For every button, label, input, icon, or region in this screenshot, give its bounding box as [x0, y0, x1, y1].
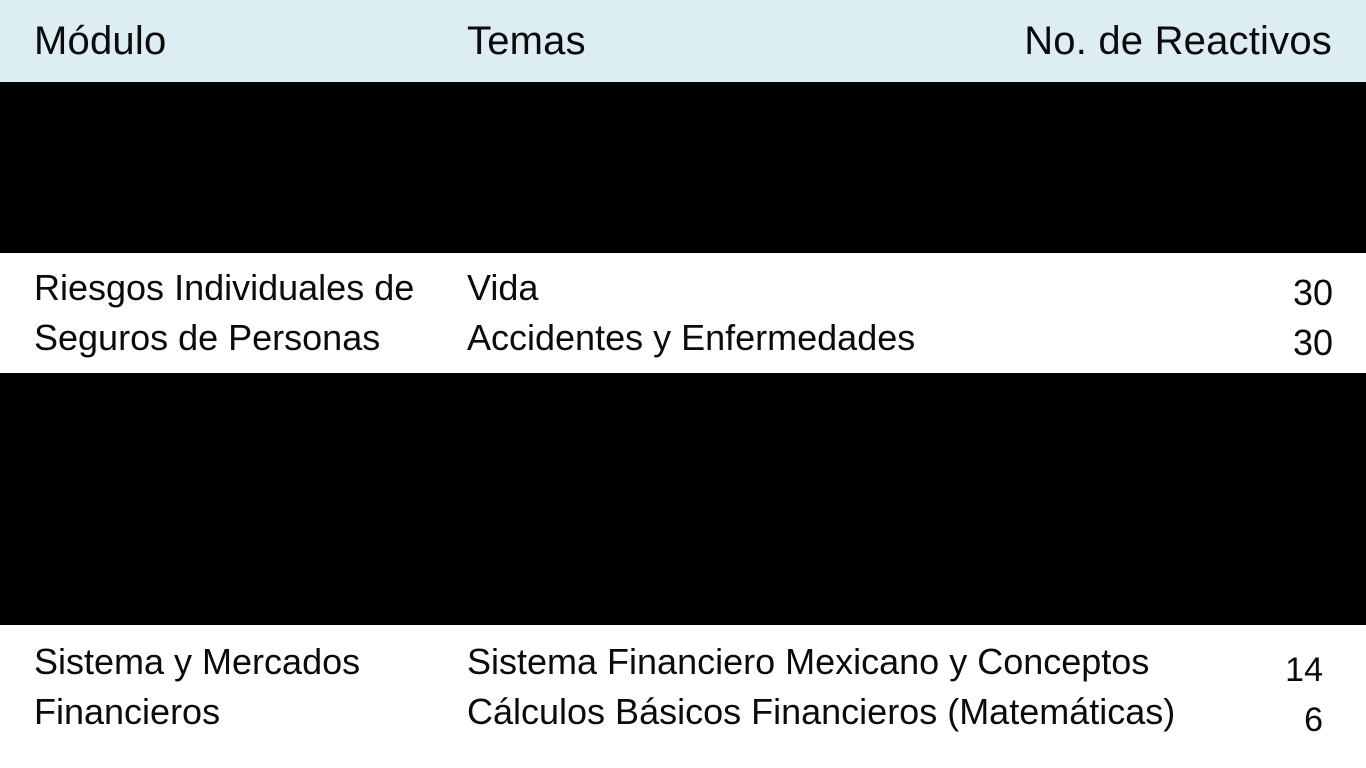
header-cell-temas: Temas [467, 18, 586, 63]
tema-list [467, 263, 1196, 373]
reactivos-count: 30 [1292, 322, 1333, 363]
header-cell-modulo: Módulo [34, 18, 167, 63]
redacted-block-2 [0, 373, 1366, 625]
table-row-riesgos-individuales [0, 253, 1366, 373]
module-name: Riesgos Individuales de Seguros de Personas [34, 267, 415, 358]
reactivos-count: 14 [1285, 651, 1323, 689]
table-header [0, 0, 1366, 82]
table-row-sistema-mercados [0, 625, 1366, 768]
tema-item: Cálculos Básicos Financieros (Matemáticas) [467, 691, 1176, 732]
tema-item: Sistema Financiero Mexicano y Conceptos [467, 641, 1150, 682]
header-cell-reactivos: No. de Reactivos [1024, 18, 1332, 63]
reactivos-counts [1196, 268, 1366, 373]
module-name: Sistema y Mercados Financieros [34, 641, 361, 732]
redacted-block-1 [0, 82, 1366, 253]
tema-item: Accidentes y Enfermedades [467, 317, 916, 358]
reactivos-count: 30 [1292, 272, 1333, 313]
tema-item: Vida [467, 267, 539, 308]
tema-list [467, 637, 1196, 768]
reactivos-counts [1196, 645, 1366, 768]
reactivos-count: 6 [1304, 701, 1323, 739]
